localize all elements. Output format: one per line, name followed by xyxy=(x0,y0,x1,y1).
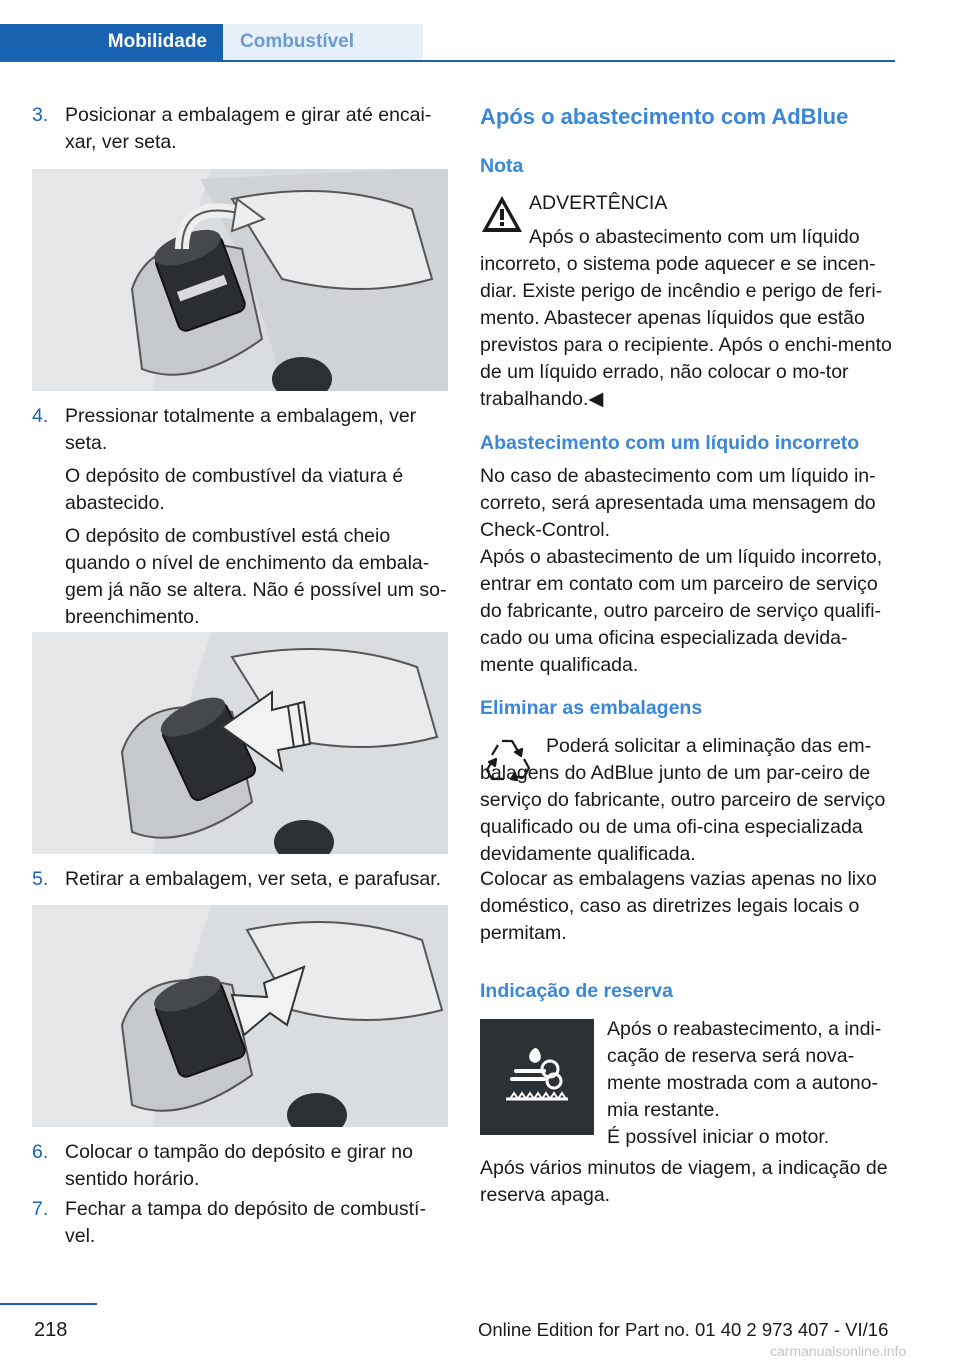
reserve-text-2: É possível iniciar o motor. xyxy=(607,1126,830,1148)
disposal-heading: Eliminar as embalagens xyxy=(480,697,703,719)
step-text: Pressionar totalmente a embalagem, ver seta. xyxy=(65,405,417,454)
step-text: Fechar a tampa do depósito de combustí‐vel. xyxy=(65,1198,426,1247)
page-number: 218 xyxy=(34,1319,68,1341)
warning-text: Após o abastecimento com um líquido incorreto, o sistema pode aquecer e se incen‐diar. Existe perigo de incêndio e perigo de feri‐mento. Abastecer apenas líquidos que estão previstos para o recipiente. Após o enchi‐mento de um líquido errado, não colocar o mo‐tor trabalhando.◀ xyxy=(480,226,892,410)
wrong-fluid-heading: Abastecimento com um líquido incorreto xyxy=(480,432,860,454)
footer-rule xyxy=(0,1303,97,1305)
tab-combustivel[interactable]: Combustível xyxy=(223,24,423,60)
step-number: 6. xyxy=(32,1141,49,1163)
wrong-fluid-text-1: No caso de abastecimento com um líquido in‐correto, será apresentada uma mensagem do Check-Control. xyxy=(480,465,876,541)
illustration-press-container xyxy=(32,632,448,854)
step-text: Retirar a embalagem, ver seta, e parafusar. xyxy=(65,868,442,890)
step-number: 7. xyxy=(32,1198,49,1220)
step-number: 3. xyxy=(32,104,49,126)
step-note: O depósito de combustível da viatura é abastecido. xyxy=(65,465,404,514)
edition-info: Online Edition for Part no. 01 40 2 973 407 - VI/16 xyxy=(478,1319,889,1340)
section-title: Após o abastecimento com AdBlue xyxy=(480,104,849,129)
tab-mobilidade[interactable]: Mobilidade xyxy=(0,24,223,60)
reserve-heading: Indicação de reserva xyxy=(480,980,673,1002)
disposal-text-1: Poderá solicitar a eliminação das em‐balagens do AdBlue junto de um par‐ceiro de serviço do fabricante, outro parceiro de serviço qualificado ou de uma ofi‐cina especializada devidamente qualificada. xyxy=(480,735,886,865)
step-text: Colocar o tampão do depósito e girar no sentido horário. xyxy=(65,1141,413,1190)
reserve-text-1: Após o reabastecimento, a indi‐cação de reserva será nova‐mente mostrada com a autono‐mia restante. xyxy=(607,1018,882,1121)
warning-label: ADVERTÊNCIA xyxy=(529,192,668,214)
chapter-tabs xyxy=(0,24,895,62)
step-note: O depósito de combustível está cheio quando o nível de enchimento da embala‐gem já não se altera. Não é possível um so‐breenchimento. xyxy=(65,525,447,628)
note-heading: Nota xyxy=(480,155,524,177)
illustration-remove-container xyxy=(32,905,448,1127)
illustration-turn-container xyxy=(32,169,448,391)
watermark: carmanualsonline.info xyxy=(770,1343,907,1359)
disposal-text-2: Colocar as embalagens vazias apenas no lixo doméstico, caso as diretrizes legais locais o permitam. xyxy=(480,868,877,944)
step-number: 4. xyxy=(32,405,49,427)
step-number: 5. xyxy=(32,868,49,890)
step-text: Posicionar a embalagem e girar até encai‐xar, ver seta. xyxy=(65,104,432,153)
reserve-text-3: Após vários minutos de viagem, a indicação de reserva apaga. xyxy=(480,1157,888,1206)
wrong-fluid-text-2: Após o abastecimento de um líquido incorreto, entrar em contato com um parceiro de serviço do fabricante, outro parceiro de serviço qualifi‐cado ou uma oficina especializada devida‐mente qualificada. xyxy=(480,546,883,676)
